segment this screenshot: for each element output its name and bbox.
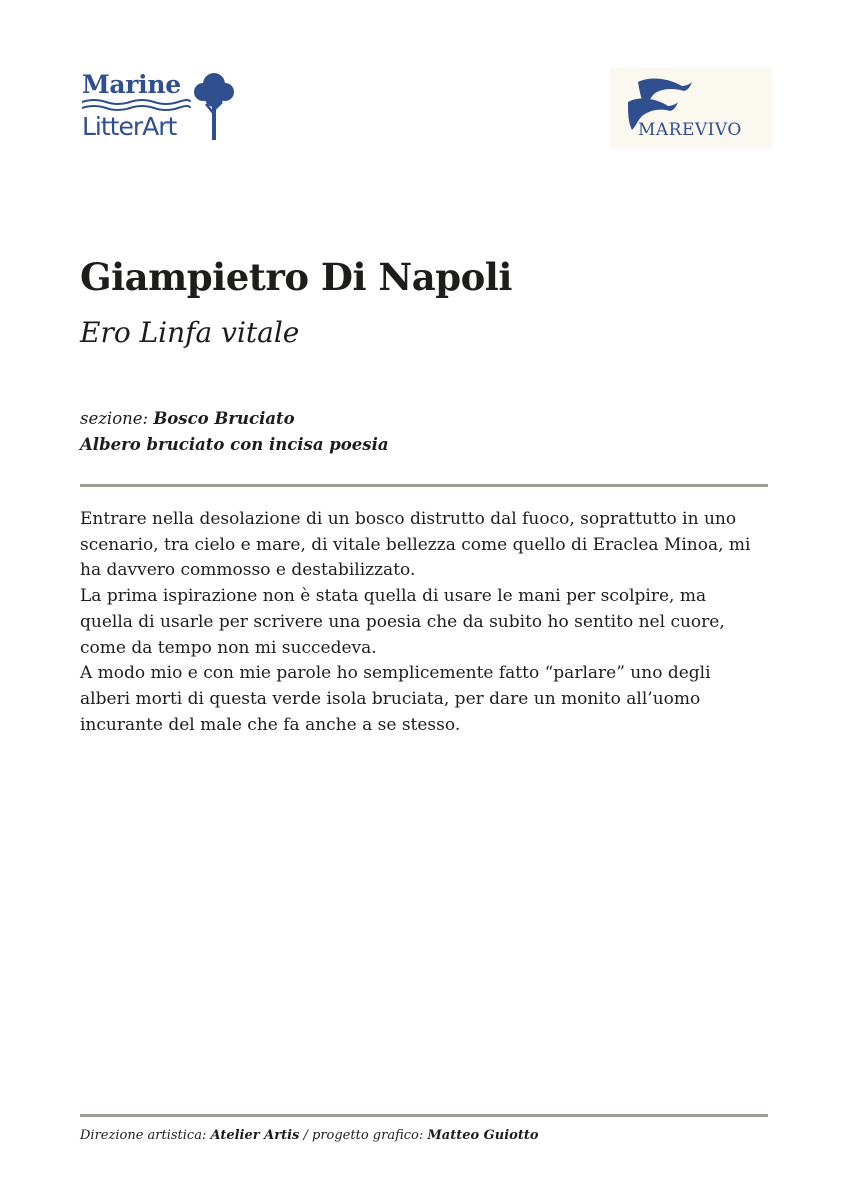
logo-marevivo-text: MAREVIVO: [638, 120, 742, 140]
body-line: A modo mio e con mie parole ho semplicemente fatto “parlare” uno degli: [80, 663, 711, 684]
top-divider: [80, 484, 768, 487]
marevivo-logo: [610, 68, 772, 148]
waves-icon: [80, 98, 192, 112]
section-meta: [80, 406, 389, 458]
design-label: progetto grafico:: [312, 1128, 424, 1143]
section-value: Bosco Bruciato: [153, 409, 295, 428]
bottom-divider: [80, 1114, 768, 1117]
design-value: Matteo Guiotto: [427, 1128, 539, 1143]
section-line: [80, 406, 389, 432]
work-description: Albero bruciato con incisa poesia: [80, 435, 389, 454]
body-line: quella di usarle per scrivere una poesia che da subito ho sentito nel cuore,: [80, 611, 725, 632]
marine-litterart-logo: [80, 68, 238, 148]
logo-litterart-text: LitterArt: [82, 112, 177, 141]
body-line: La prima ispirazione non è stata quella di usare le mani per scolpire, ma: [80, 586, 707, 607]
credits-separator: /: [299, 1128, 312, 1143]
body-line: alberi morti di questa verde isola bruciata, per dare un monito all’uomo: [80, 688, 701, 709]
logo-marine-text: Marine: [82, 70, 181, 99]
credits: [80, 1128, 539, 1143]
body-line: scenario, tra cielo e mare, di vitale bellezza come quello di Eraclea Minoa, mi: [80, 534, 751, 555]
direction-label: Direzione artistica:: [80, 1128, 207, 1143]
body-line: Entrare nella desolazione di un bosco distrutto dal fuoco, soprattutto in uno: [80, 509, 737, 529]
body-line: ha davvero commosso e destabilizzato.: [80, 560, 416, 581]
work-title: Ero Linfa vitale: [80, 316, 300, 349]
direction-value: Atelier Artis: [210, 1128, 300, 1143]
author-name: Giampietro Di Napoli: [80, 255, 512, 299]
body-line: come da tempo non mi succedeva.: [80, 637, 377, 658]
tree-icon: [192, 70, 236, 144]
body-text: [80, 507, 780, 738]
body-line: incurante del male che fa anche a se stesso.: [80, 714, 461, 735]
section-label: sezione:: [80, 409, 149, 428]
